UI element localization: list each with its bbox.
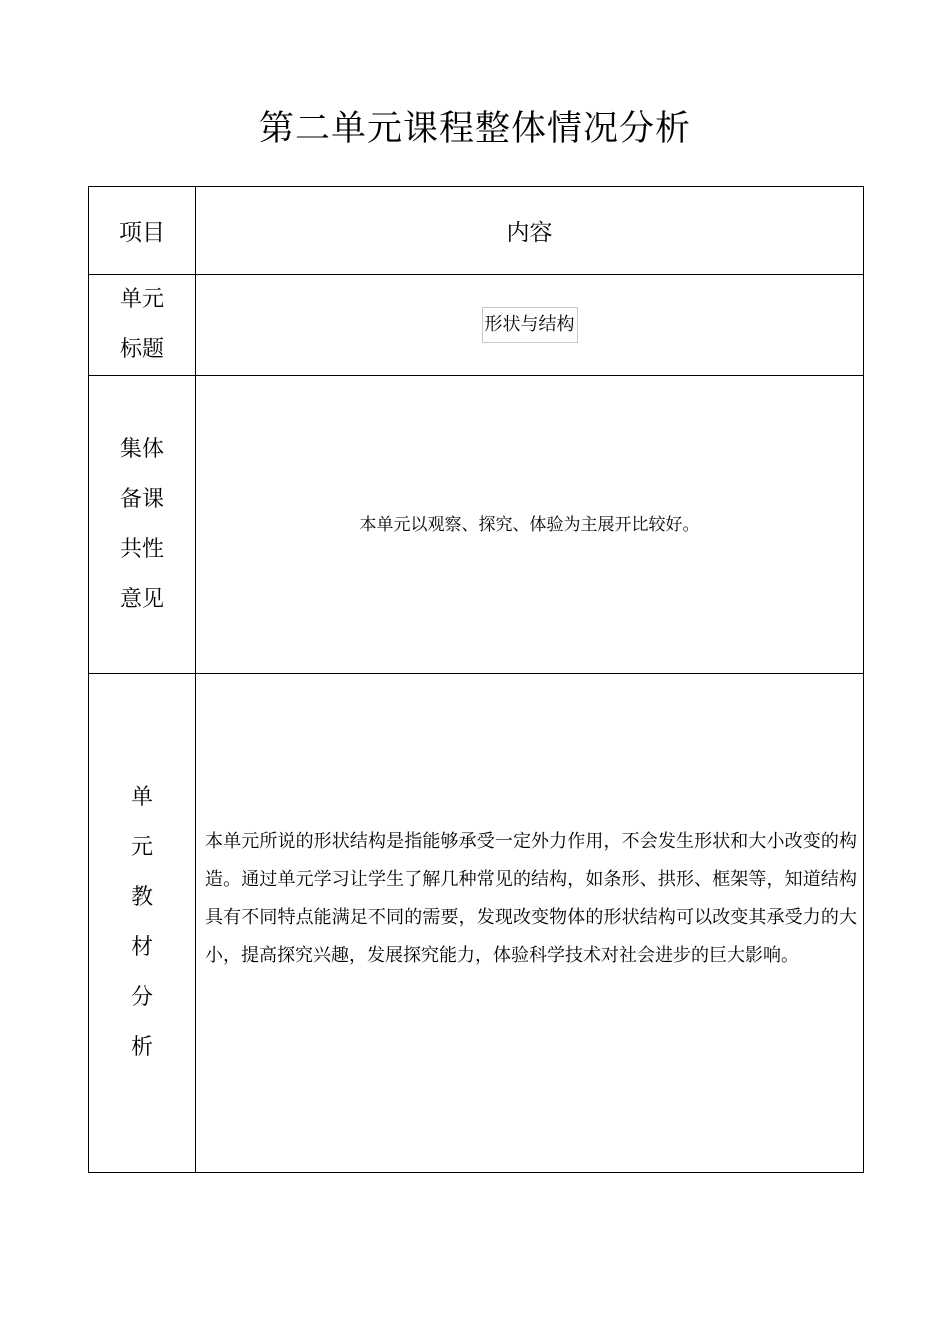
group-opinion-value: 本单元以观察、探究、体验为主展开比较好。 (359, 514, 700, 535)
document-title: 第二单元课程整体情况分析 (258, 109, 691, 149)
table-row-unit-title (89, 275, 864, 376)
material-analysis-label: 单元教材分析 (130, 785, 153, 1060)
row-label-cell (89, 376, 196, 674)
header-item: 项目 (89, 187, 196, 275)
header-content: 内容 (196, 187, 864, 275)
group-opinion-cell (196, 376, 864, 674)
unit-title-label: 单元标题 (119, 287, 164, 362)
analysis-table (88, 186, 864, 1173)
table-row-group-opinion (89, 376, 864, 674)
unit-title-cell (196, 275, 864, 376)
group-opinion-label: 集体备课共性意见 (119, 436, 164, 612)
unit-title-value: 形状与结构 (482, 307, 578, 343)
material-analysis-value: 本单元所说的形状结构是指能够承受一定外力作用，不会发生形状和大小改变的构造。通过单元学习让学生了解几种常见的结构，如条形、拱形、框架等，知道结构具有不同特点能满足不同的需要，发现改变物体的形状结构可以改变其承受力的大小，提高探究兴趣，发展探究能力，体验科学技术对社会进步的巨大影响。 (205, 831, 857, 966)
row-label-cell (89, 674, 196, 1173)
table-row-material-analysis (89, 674, 864, 1173)
table-header-row (89, 187, 864, 275)
row-label-cell (89, 275, 196, 376)
material-analysis-cell (196, 674, 864, 1173)
